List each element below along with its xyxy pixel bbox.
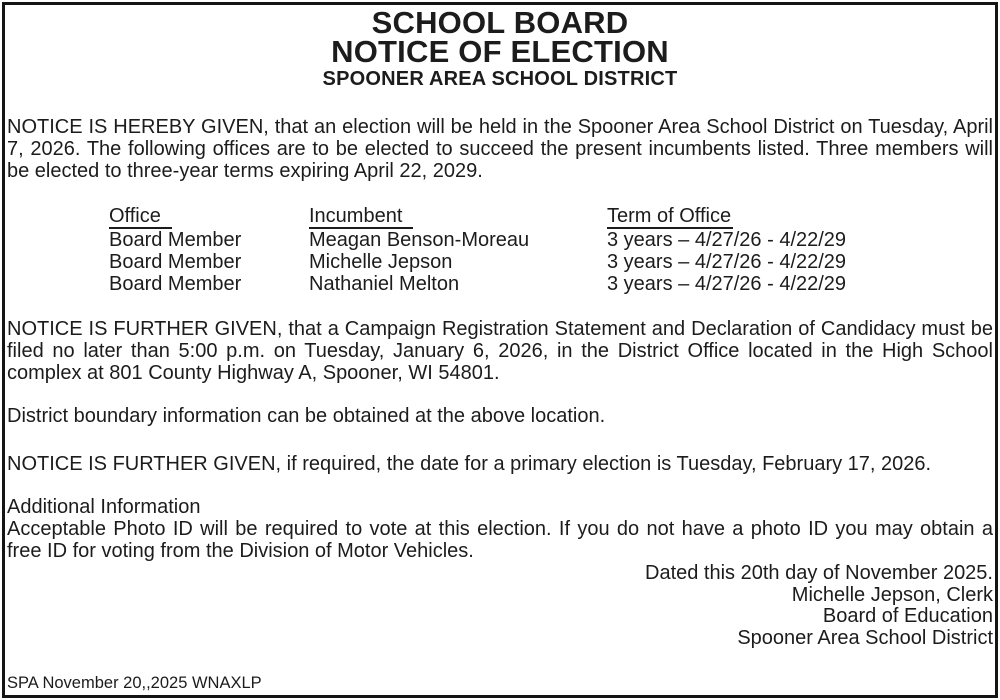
signature-board-line: Board of Education <box>822 605 993 628</box>
table-cell-office: Board Member <box>109 273 242 296</box>
publication-footer: SPA November 20,,2025 WNAXLP <box>7 674 262 692</box>
column-header-office <box>109 205 309 229</box>
paragraph-notice-hereby-given: NOTICE IS HEREBY GIVEN, that an election will be held in the Spooner Area School District on Tuesday, April 7, 2026. The following offices are to be elected to succeed the present incumbents listed. Three members will be elected to three-year terms expiring April 22, 2029. <box>7 116 993 182</box>
table-cell-office: Board Member <box>109 229 242 252</box>
column-header-term-label: Term of Office <box>607 205 732 228</box>
column-header-term <box>607 205 993 229</box>
signature-district-line: Spooner Area School District <box>737 627 993 650</box>
table-cell-term: 3 years – 4/27/26 - 4/22/29 <box>607 251 847 274</box>
paragraph-notice-further-given-primary: NOTICE IS FURTHER GIVEN, if required, the date for a primary election is Tuesday, February 17, 2026. <box>7 452 932 475</box>
table-cell-incumbent: Nathaniel Melton <box>309 273 460 296</box>
paragraph-boundary-info: District boundary information can be obtained at the above location. <box>7 404 606 427</box>
signature-block <box>7 563 993 650</box>
column-header-incumbent-label: Incumbent <box>309 205 413 229</box>
column-header-incumbent <box>309 205 607 229</box>
notice-header <box>7 5 993 91</box>
table-cell-term: 3 years – 4/27/26 - 4/22/29 <box>607 229 847 252</box>
offices-table <box>109 205 993 295</box>
column-header-office-label: Office <box>109 205 172 229</box>
additional-info-heading: Additional Information <box>7 496 201 519</box>
notice-title-line2: NOTICE OF ELECTION <box>331 34 669 69</box>
notice-subtitle: SPOONER AREA SCHOOL DISTRICT <box>322 68 678 90</box>
signature-dated-line: Dated this 20th day of November 2025. <box>645 561 993 584</box>
table-cell-term: 3 years – 4/27/26 - 4/22/29 <box>607 273 847 296</box>
table-cell-office: Board Member <box>109 251 242 274</box>
legal-notice-page <box>2 2 998 698</box>
additional-info-body: Acceptable Photo ID will be required to vote at this election. If you do not have a photo ID you may obtain a free ID for voting from the Division of Motor Vehicles. <box>7 518 993 562</box>
signature-clerk-line: Michelle Jepson, Clerk <box>791 583 993 606</box>
notice-title-line1: SCHOOL BOARD <box>371 5 629 40</box>
paragraph-notice-further-given-candidacy: NOTICE IS FURTHER GIVEN, that a Campaign Registration Statement and Declaration of Candidacy must be filed no later than 5:00 p.m. on Tuesday, January 6, 2026, in the District Office located in the High School complex at 801 County Highway A, Spooner, WI 54801. <box>7 318 993 384</box>
table-cell-incumbent: Meagan Benson-Moreau <box>309 229 530 252</box>
table-cell-incumbent: Michelle Jepson <box>309 251 453 274</box>
